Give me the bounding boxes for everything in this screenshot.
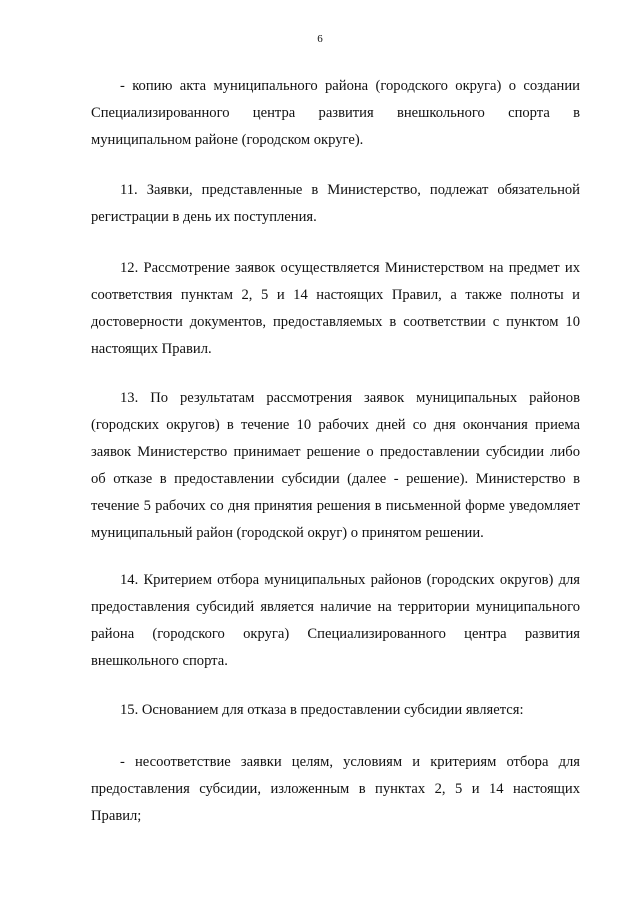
paragraph-15: 15. Основанием для отказа в предоставлении субсидии является: bbox=[120, 702, 524, 718]
paragraph-12: 12. Рассмотрение заявок осуществляется Министерством на предмет их соответствия пунктам 2, 5 и 14 настоящих Правил, а также полноты и достоверности документов, предоставляемых в соответствии с пунктом 10 настоящих Правил. bbox=[91, 260, 580, 357]
paragraph-copy-act: - копию акта муниципального района (городского округа) о создании Специализированного центра развития внешкольного спорта в муниципальном районе (городском округе). bbox=[91, 78, 580, 148]
paragraph-13: 13. По результатам рассмотрения заявок муниципальных районов (городских округов) в течение 10 рабочих дней со дня окончания приема заявок Министерство принимает решение о предоставлении субсидии либо об отказе в предоставлении субсидии (далее - решение). Министерство в течение 5 рабочих со дня принятия решения в письменной форме уведомляет муниципальный район (городской округ) о принятом решении. bbox=[91, 390, 580, 541]
paragraph-11: 11. Заявки, представленные в Министерство, подлежат обязательной регистрации в день их поступления. bbox=[91, 182, 580, 225]
paragraph-14: 14. Критерием отбора муниципальных районов (городских округов) для предоставления субсидий является наличие на территории муниципального района (городского округа) Специализированного центра развития внешкольного спорта. bbox=[91, 572, 580, 669]
page-number: 6 bbox=[317, 33, 323, 45]
paragraph-noncompliance: - несоответствие заявки целям, условиям и критериям отбора для предоставления субсидии, изложенным в пунктах 2, 5 и 14 настоящих Правил; bbox=[91, 754, 580, 824]
